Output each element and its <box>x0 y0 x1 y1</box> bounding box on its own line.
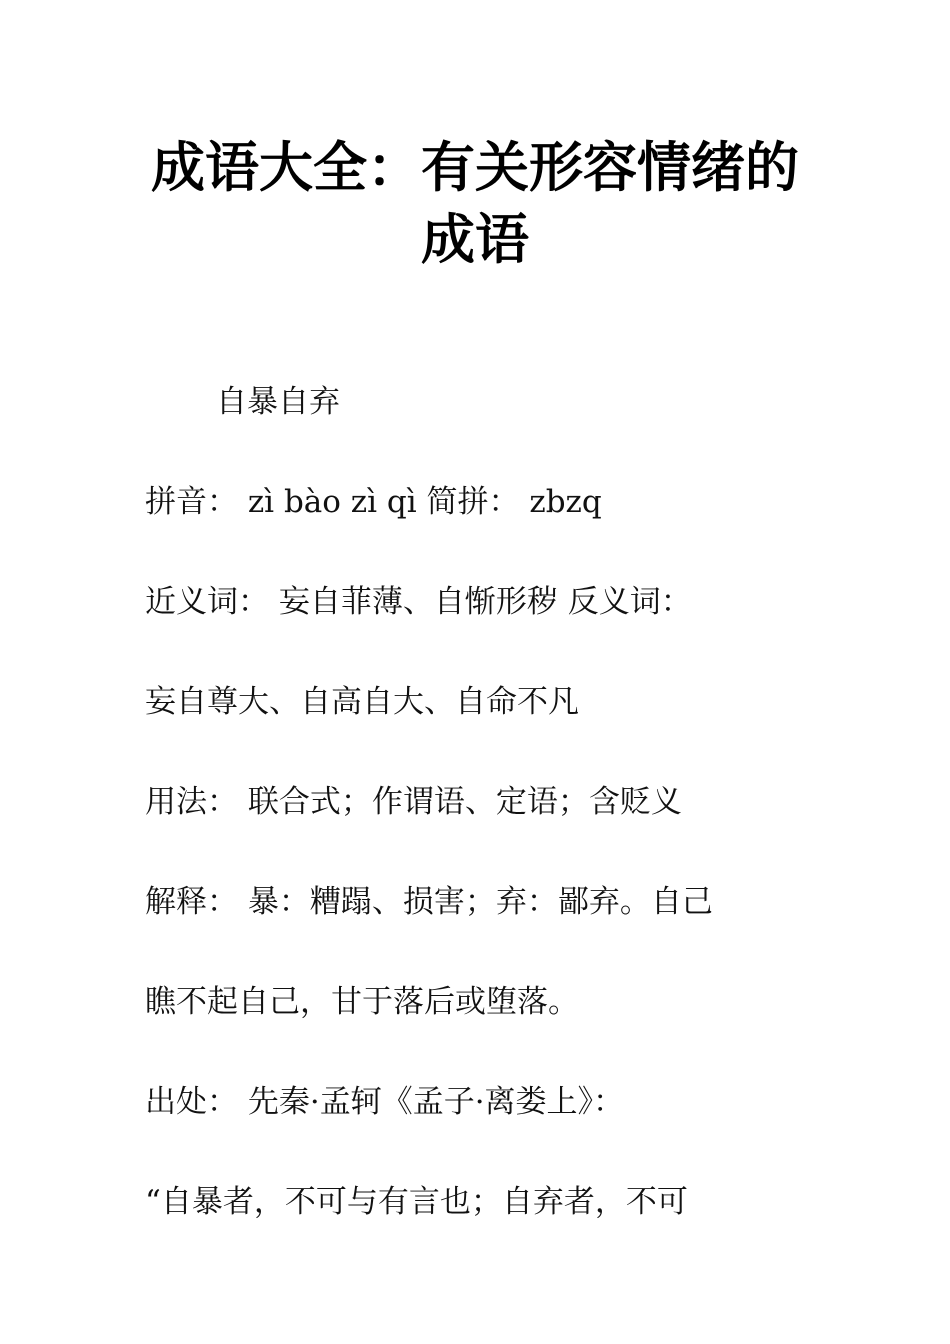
antonyms-line: 妄自尊大、自高自大、自命不凡 <box>145 684 579 720</box>
document-title: 成语大全：有关形容情绪的成语 <box>151 136 799 271</box>
source-line: 出处： 先秦·孟轲《孟子·离娄上》： <box>145 1084 625 1120</box>
explanation-line: 解释： 暴：糟蹋、损害；弃：鄙弃。自己 <box>145 884 713 920</box>
usage-line: 用法： 联合式；作谓语、定语；含贬义 <box>145 784 682 820</box>
source-quote-line: “自暴者，不可与有言也；自弃者，不可 <box>145 1184 688 1220</box>
explanation-continued-line: 瞧不起自己，甘于落后或堕落。 <box>145 984 579 1020</box>
pinyin-line: 拼音： zì bào zì qì 简拼： zbzq <box>145 484 602 520</box>
synonyms-line: 近义词： 妄自菲薄、自惭形秽 反义词： <box>145 584 692 620</box>
idiom-heading: 自暴自弃 <box>216 384 340 420</box>
